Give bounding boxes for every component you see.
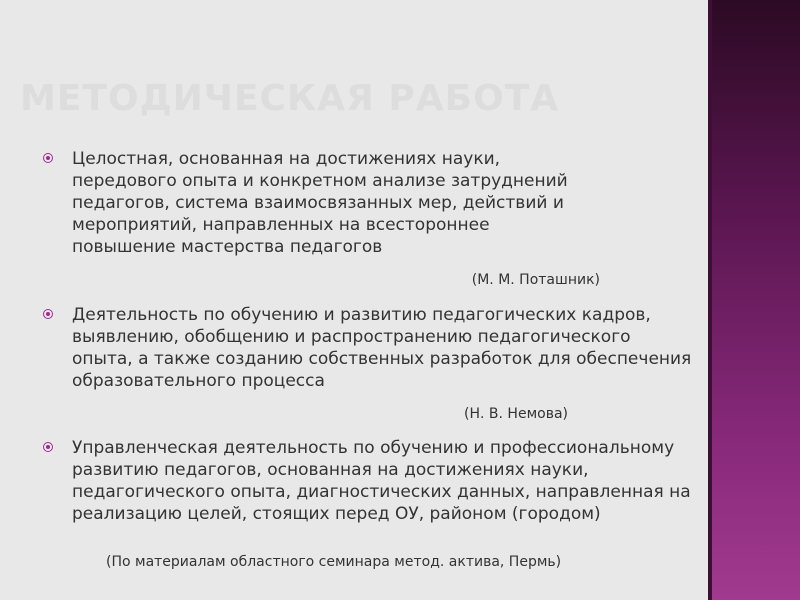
circle-bullet-icon [43, 442, 53, 452]
definition-text-1: Целостная, основанная на достижениях науки, передового опыта и конкретном анализе затруднений педагогов, система взаимосвязанных мер, действий и мероприятий, направленных на всестороннее повышение мастерства педагогов [72, 149, 568, 257]
definition-text-3: Управленческая деятельность по обучению и профессиональному развитию педагогов, основанная на достижениях науки, педагогического опыта, диагностических данных, направленная на реализацию целей, стоящих перед ОУ, районом (городом) [72, 438, 691, 524]
attribution-1: (М. М. Поташник) [471, 272, 600, 288]
circle-bullet-icon [43, 309, 53, 319]
definition-item-2 [40, 304, 692, 423]
definition-text-2: Деятельность по обучению и развитию педагогических кадров, выявлению, обобщению и распространению педагогического опыта, а также созданию собственных разработок для обеспечения образовательного процесса [72, 305, 692, 391]
definition-item-3 [40, 437, 691, 525]
circle-bullet-icon [43, 153, 53, 163]
source-note: (По материалам областного семинара метод. актива, Пермь) [106, 554, 562, 570]
slide-title: МЕТОДИЧЕСКАЯ РАБОТА [20, 78, 560, 119]
slide-content [40, 148, 692, 525]
decorative-sidebar [712, 0, 800, 600]
attribution-2: (Н. В. Немова) [464, 406, 568, 422]
definition-item-1 [40, 148, 680, 289]
